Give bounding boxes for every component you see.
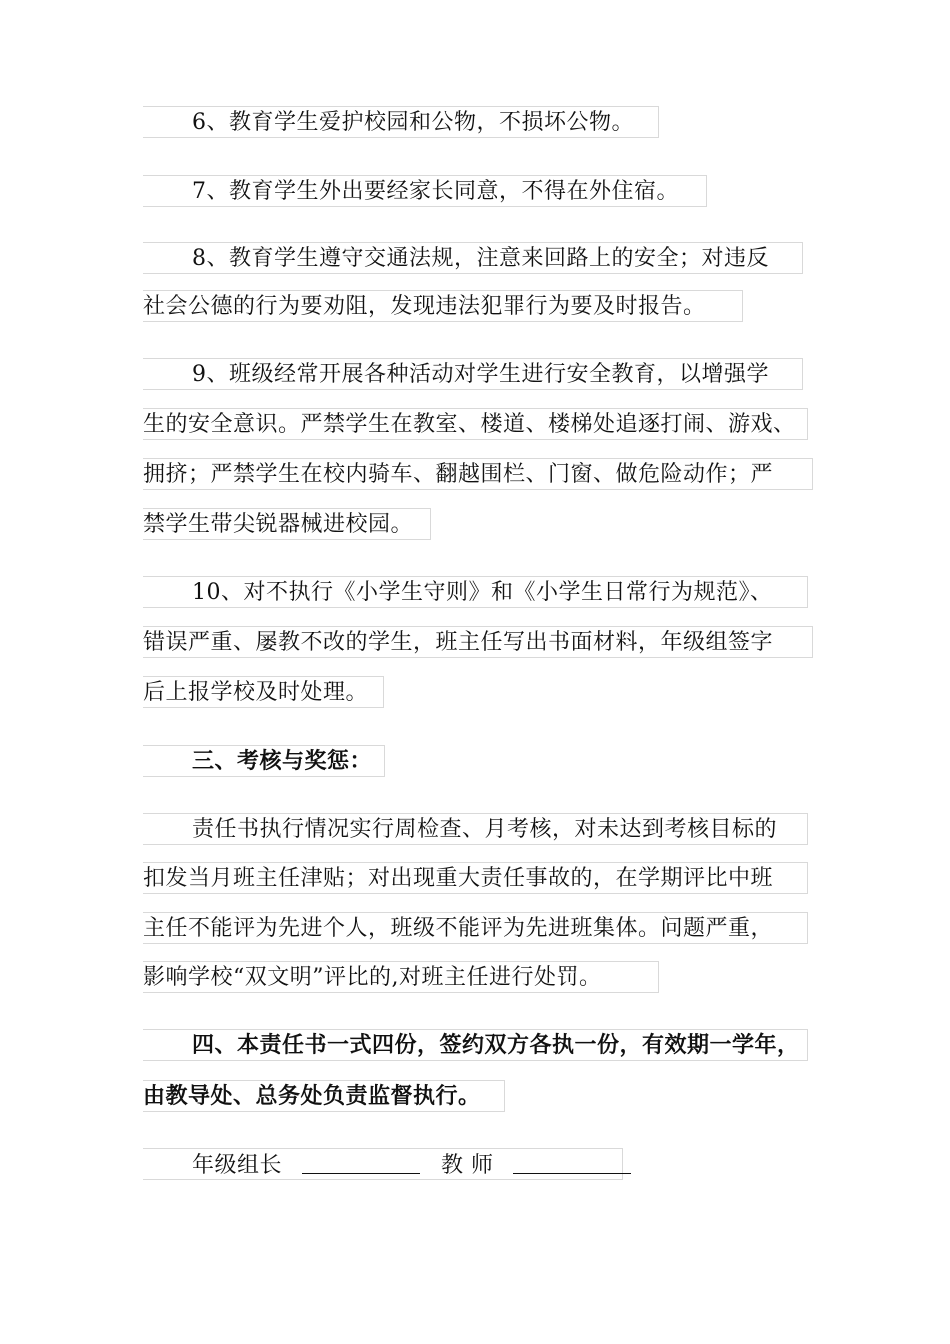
section-4-line-1: 四、本责任书一式四份，签约双方各执一份，有效期一学年， [143, 1029, 808, 1061]
grade-leader-signature-blank[interactable] [302, 1149, 420, 1174]
item-6-line-1: 6、教育学生爱护校园和公物，不损坏公物。 [143, 106, 659, 138]
teacher-label: 教 师 [441, 1153, 494, 1178]
signature-line [143, 1148, 623, 1180]
item-9-line-1: 9、班级经常开展各种活动对学生进行安全教育，以增强学 [143, 358, 803, 390]
teacher-signature-blank[interactable] [513, 1149, 631, 1174]
item-9-line-3: 拥挤；严禁学生在校内骑车、翻越围栏、门窗、做危险动作；严 [143, 458, 813, 490]
item-10-line-2: 错误严重、屡教不改的学生，班主任写出书面材料，年级组签字 [143, 626, 813, 658]
section-3-line-2: 扣发当月班主任津贴；对出现重大责任事故的，在学期评比中班 [143, 862, 808, 894]
grade-leader-label: 年级组长 [192, 1153, 283, 1178]
item-10-line-1: 10、对不执行《小学生守则》和《小学生日常行为规范》、 [143, 576, 808, 608]
section-3-line-4: 影响学校“双文明”评比的,对班主任进行处罚。 [143, 961, 659, 993]
item-10-line-3: 后上报学校及时处理。 [143, 676, 384, 708]
section-4-line-2: 由教导处、总务处负责监督执行。 [143, 1080, 505, 1112]
item-8-line-1: 8、教育学生遵守交通法规，注意来回路上的安全；对违反 [143, 242, 803, 274]
item-7-line-1: 7、教育学生外出要经家长同意，不得在外住宿。 [143, 175, 707, 207]
section-3-line-3: 主任不能评为先进个人，班级不能评为先进班集体。问题严重， [143, 912, 808, 944]
item-9-line-2: 生的安全意识。严禁学生在教室、楼道、楼梯处追逐打闹、游戏、 [143, 408, 808, 440]
item-9-line-4: 禁学生带尖锐器械进校园。 [143, 508, 431, 540]
section-3-line-1: 责任书执行情况实行周检查、月考核，对未达到考核目标的 [143, 813, 808, 845]
item-8-line-2: 社会公德的行为要劝阻，发现违法犯罪行为要及时报告。 [143, 290, 743, 322]
section-3-heading: 三、考核与奖惩： [143, 745, 385, 777]
